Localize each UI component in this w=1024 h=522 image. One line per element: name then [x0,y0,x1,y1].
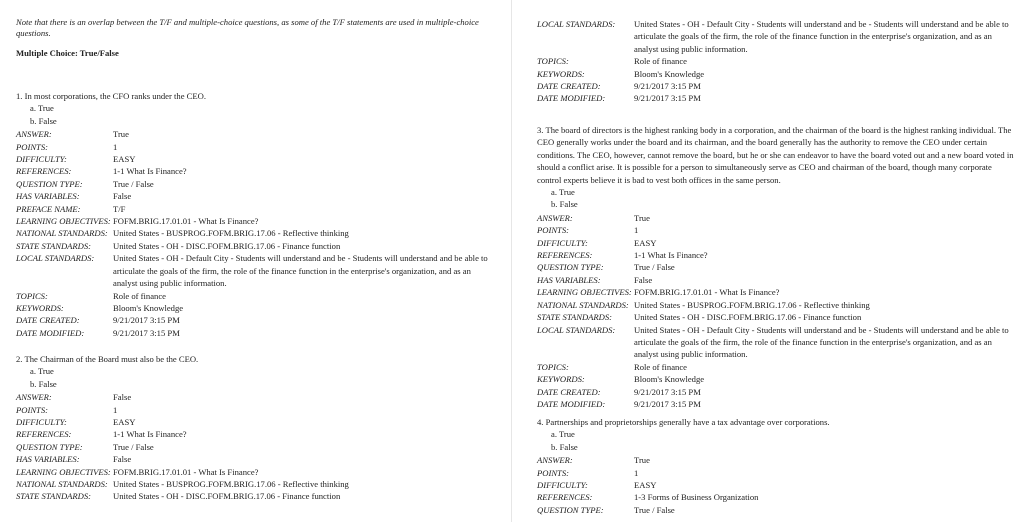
local-standards-label: LOCAL STANDARDS: [537,324,616,335]
preface-name-label: PREFACE NAME: [16,203,81,214]
right-page [512,0,1024,522]
topics-label: TOPICS: [537,361,569,372]
learning-objectives-label: LEARNING OBJECTIVES: [16,466,111,477]
keywords-value: Bloom's Knowledge [634,68,705,79]
answer-value: True [113,129,129,140]
learning-objectives-value: FOFM.BRIG.17.01.01 - What Is Finance? [113,216,259,227]
national-standards-value: United States - BUSPROG.FOFM.BRIG.17.06 - Reflective thinking [113,479,349,490]
learning-objectives-value: FOFM.BRIG.17.01.01 - What Is Finance? [113,466,259,477]
points-value: 1 [634,467,639,478]
references-value: 1-3 Forms of Business Organization [634,492,759,503]
local-standards-value: United States - OH - Default City - Students will understand and be - Students will understand and be able to articulate the goals of the firm, the role of the finance function in the enterprise's organization, and as an analyst using public information. [113,253,488,289]
date-created-label: DATE CREATED: [537,81,601,92]
difficulty-label: DIFFICULTY: [537,237,588,248]
overlap-note: Note that there is an overlap between the T/F and multiple-choice questions, as some of the T/F statements are used in multiple-choice questions. [16,17,479,38]
date-created-value: 9/21/2017 3:15 PM [634,81,701,92]
national-standards-label: NATIONAL STANDARDS: [16,479,108,490]
difficulty-value: EASY [113,417,136,428]
option-false: b. False [30,115,57,126]
learning-objectives-label: LEARNING OBJECTIVES: [16,216,111,227]
difficulty-value: EASY [634,480,657,491]
question-type-value: True / False [634,262,675,273]
keywords-label: KEYWORDS: [16,302,64,313]
question-stem: 3. The board of directors is the highest ranking body in a corporation, and the chairman of the board is the highest ranking individual. The CEO generally works under the board and its chairman, and the board generally has the authority to remove the CEO under certain conditions. The CEO, however, cannot remove the board, but he or she can endeavor to have the board voted out and a new board voted in should a conflict arise. It is possible for a person to simultaneously serve as CEO and chairman of the board, though many corporate control experts believe it is bad to vest both offices in the same person. [537,125,1014,185]
option-true: a. True [551,429,575,440]
topics-label: TOPICS: [16,290,48,301]
metadata-table [537,212,1017,411]
has-variables-value: False [634,274,653,285]
references-label: REFERENCES: [16,166,72,177]
question-type-value: True / False [113,441,154,452]
has-variables-label: HAS VARIABLES: [16,454,80,465]
state-standards-value: United States - OH - DISC.FOFM.BRIG.17.06 - Finance function [113,240,341,251]
question-1 [16,90,496,339]
difficulty-value: EASY [113,154,136,165]
state-standards-label: STATE STANDARDS: [16,240,92,251]
has-variables-label: HAS VARIABLES: [537,274,601,285]
option-true: a. True [551,187,575,198]
points-label: POINTS: [16,141,48,152]
state-standards-label: STATE STANDARDS: [16,491,92,502]
points-label: POINTS: [537,467,569,478]
state-standards-value: United States - OH - DISC.FOFM.BRIG.17.06 - Finance function [113,491,341,502]
date-modified-value: 9/21/2017 3:15 PM [634,398,701,409]
date-created-value: 9/21/2017 3:15 PM [113,315,180,326]
option-true: a. True [30,366,54,377]
question-type-label: QUESTION TYPE: [537,262,604,273]
difficulty-label: DIFFICULTY: [537,480,588,491]
state-standards-label: STATE STANDARDS: [537,312,613,323]
topics-value: Role of finance [113,290,166,301]
date-created-value: 9/21/2017 3:15 PM [634,386,701,397]
has-variables-value: False [113,454,132,465]
difficulty-value: EASY [634,237,657,248]
answer-value: False [113,392,132,403]
question-type-label: QUESTION TYPE: [16,441,83,452]
answer-value: True [634,212,650,223]
points-label: POINTS: [537,225,569,236]
difficulty-label: DIFFICULTY: [16,154,67,165]
has-variables-value: False [113,191,132,202]
answer-value: True [634,455,650,466]
learning-objectives-label: LEARNING OBJECTIVES: [537,287,632,298]
national-standards-value: United States - BUSPROG.FOFM.BRIG.17.06 - Reflective thinking [634,299,870,310]
keywords-label: KEYWORDS: [537,68,585,79]
answer-label: ANSWER: [16,129,52,140]
option-false: b. False [30,378,57,389]
keywords-value: Bloom's Knowledge [113,302,184,313]
difficulty-label: DIFFICULTY: [16,417,67,428]
option-false: b. False [551,441,578,452]
section-heading: Multiple Choice: True/False [16,48,119,58]
topics-value: Role of finance [634,361,687,372]
learning-objectives-value: FOFM.BRIG.17.01.01 - What Is Finance? [634,287,780,298]
national-standards-value: United States - BUSPROG.FOFM.BRIG.17.06 - Reflective thinking [113,228,349,239]
preface-name-value: T/F [113,203,126,214]
question-4 [537,416,1017,516]
national-standards-label: NATIONAL STANDARDS: [16,228,108,239]
references-label: REFERENCES: [537,492,593,503]
references-value: 1-1 What Is Finance? [634,250,708,261]
answer-label: ANSWER: [537,212,573,223]
keywords-value: Bloom's Knowledge [634,374,705,385]
continued-fragment [537,17,1017,105]
date-modified-value: 9/21/2017 3:15 PM [634,93,701,104]
metadata-table [537,18,1017,105]
question-2 [16,353,496,503]
date-modified-label: DATE MODIFIED: [537,398,606,409]
local-standards-label: LOCAL STANDARDS: [16,253,95,264]
topics-value: Role of finance [634,56,687,67]
state-standards-value: United States - OH - DISC.FOFM.BRIG.17.06 - Finance function [634,312,862,323]
date-created-label: DATE CREATED: [16,315,80,326]
local-standards-value: United States - OH - Default City - Students will understand and be - Students will understand and be able to articulate the goals of the firm, the role of the finance function in the enterprise's organization, and as an analyst using public information. [634,19,1009,54]
date-modified-label: DATE MODIFIED: [537,93,606,104]
date-modified-label: DATE MODIFIED: [16,327,85,338]
national-standards-label: NATIONAL STANDARDS: [537,299,629,310]
option-false: b. False [551,199,578,210]
answer-label: ANSWER: [16,392,52,403]
points-value: 1 [113,141,118,152]
option-true: a. True [30,103,54,114]
question-type-value: True / False [634,504,675,515]
answer-label: ANSWER: [537,455,573,466]
local-standards-value: United States - OH - Default City - Students will understand and be - Students will understand and be able to articulate the goals of the firm, the role of the finance function in the enterprise's organization, and as an analyst using public information. [634,324,1009,360]
points-value: 1 [113,404,118,415]
topics-label: TOPICS: [537,56,569,67]
references-value: 1-1 What Is Finance? [113,166,187,177]
question-stem: 1. In most corporations, the CFO ranks under the CEO. [16,91,206,101]
has-variables-label: HAS VARIABLES: [16,191,80,202]
keywords-label: KEYWORDS: [537,374,585,385]
references-value: 1-1 What Is Finance? [113,429,187,440]
question-type-label: QUESTION TYPE: [16,178,83,189]
date-modified-value: 9/21/2017 3:15 PM [113,327,180,338]
date-created-label: DATE CREATED: [537,386,601,397]
references-label: REFERENCES: [16,429,72,440]
metadata-table [537,454,1017,516]
local-standards-label: LOCAL STANDARDS: [537,19,616,29]
question-type-value: True / False [113,178,154,189]
question-stem: 4. Partnerships and proprietorships generally have a tax advantage over corporations. [537,417,830,427]
points-value: 1 [634,225,639,236]
points-label: POINTS: [16,404,48,415]
metadata-table [16,128,496,339]
question-type-label: QUESTION TYPE: [537,504,604,515]
question-3 [537,124,1017,410]
references-label: REFERENCES: [537,250,593,261]
metadata-table [16,391,496,503]
question-stem: 2. The Chairman of the Board must also be the CEO. [16,354,199,364]
